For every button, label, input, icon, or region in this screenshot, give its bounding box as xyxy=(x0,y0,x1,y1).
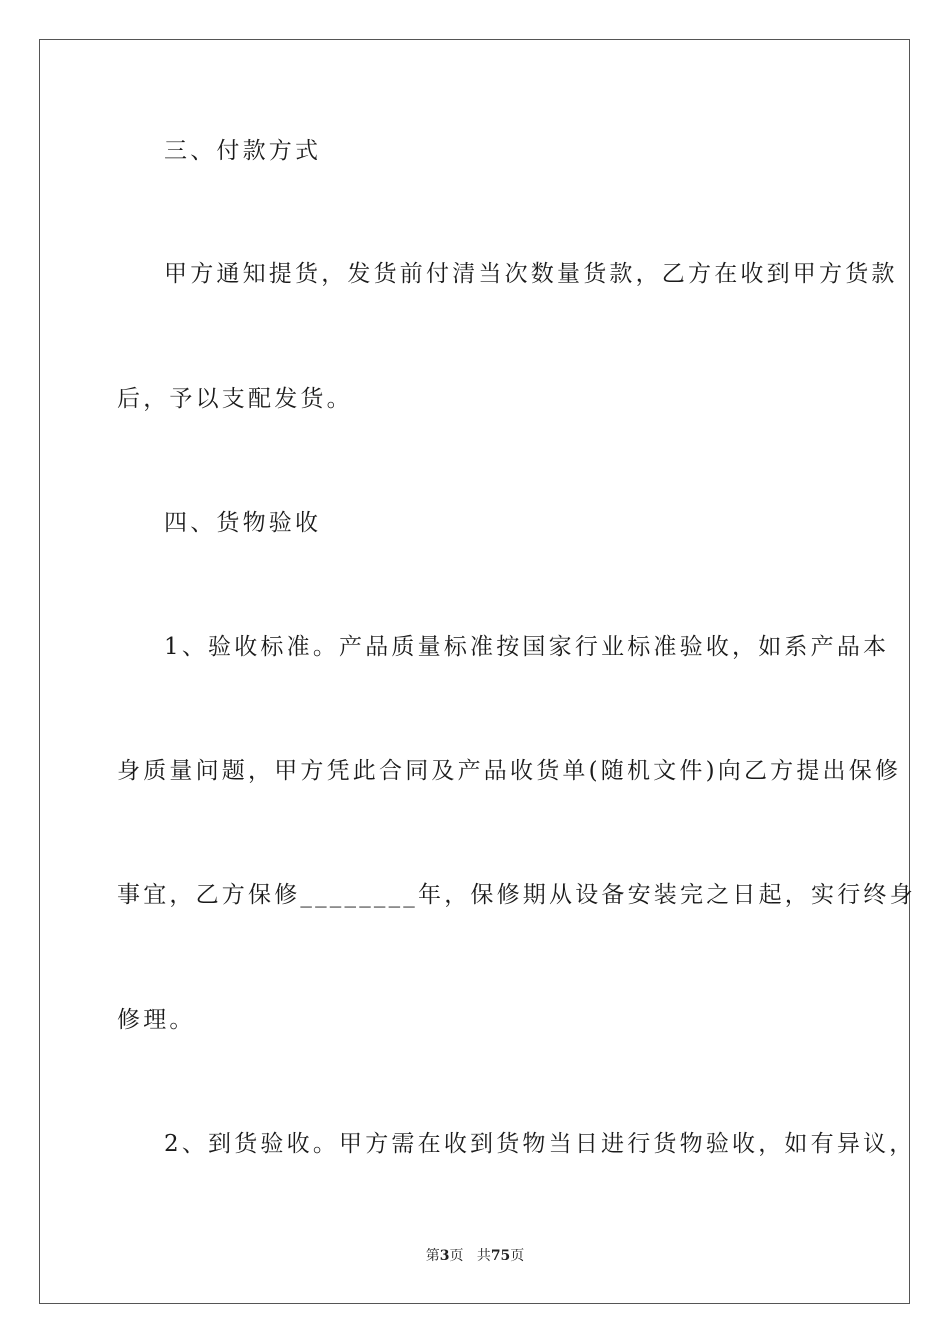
paragraph-line: 事宜，乙方保修________年，保修期从设备安装完之日起，实行终身 xyxy=(117,882,916,908)
paragraph-line: 修理。 xyxy=(117,1007,196,1033)
page-frame xyxy=(39,39,910,1304)
total-prefix: 共 xyxy=(476,1248,491,1264)
page-footer xyxy=(0,1246,950,1266)
section-heading-payment: 三、付款方式 xyxy=(164,138,322,164)
section-heading-inspection: 四、货物验收 xyxy=(164,510,322,536)
paragraph-line: 甲方通知提货，发货前付清当次数量货款，乙方在收到甲方货款 xyxy=(164,261,898,287)
paragraph-line: 身质量问题，甲方凭此合同及产品收货单(随机文件)向乙方提出保修 xyxy=(117,758,902,784)
paragraph-line: 后，予以支配发货。 xyxy=(117,386,353,412)
page-prefix: 第 xyxy=(425,1248,440,1264)
paragraph-line: 1、验收标准。产品质量标准按国家行业标准验收，如系产品本 xyxy=(164,634,890,660)
paragraph-line: 2、到货验收。甲方需在收到货物当日进行货物验收，如有异议， xyxy=(164,1131,916,1157)
page-number: 3 xyxy=(439,1248,450,1264)
total-pages: 75 xyxy=(490,1248,511,1264)
page-suffix: 页 xyxy=(449,1248,464,1264)
total-suffix: 页 xyxy=(510,1248,525,1264)
